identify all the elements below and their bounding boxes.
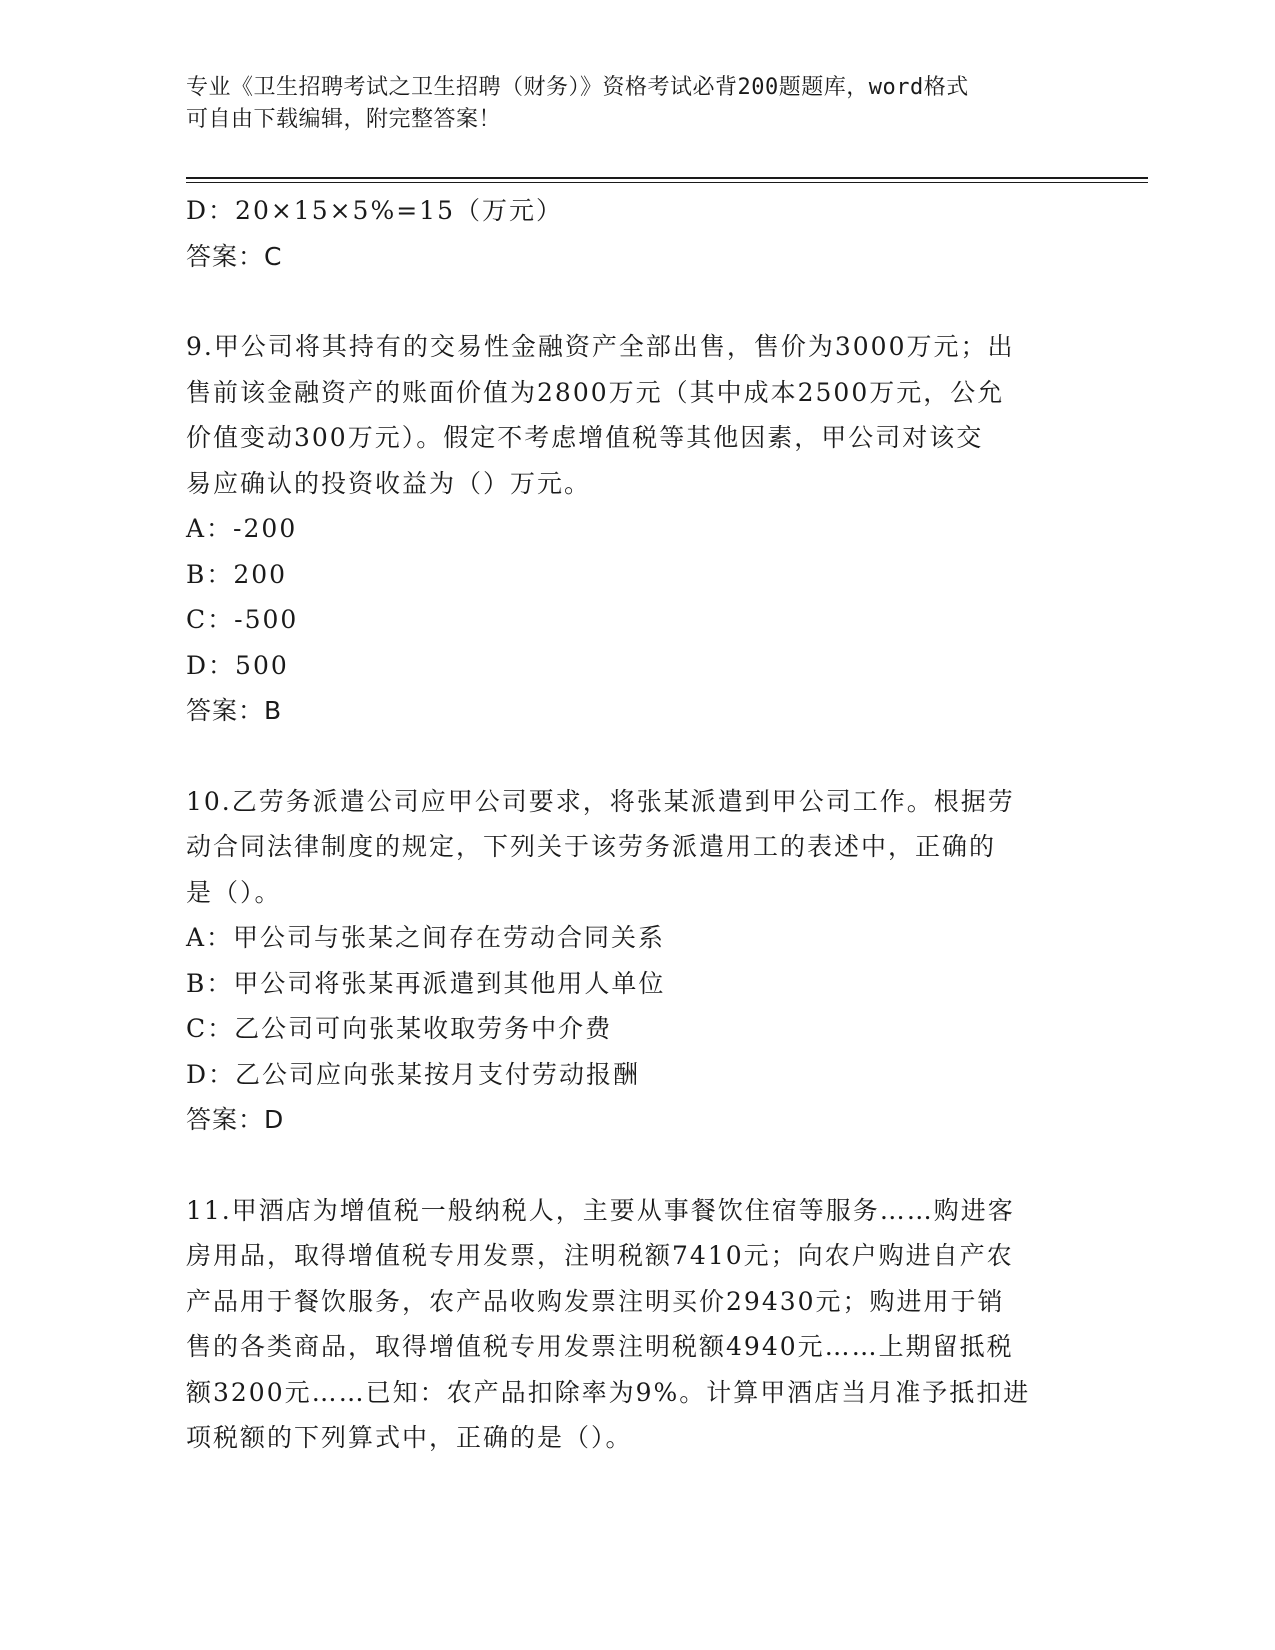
question-10-option-c: C：乙公司可向张某收取劳务中介费 (186, 1014, 613, 1043)
question-11-stem-line: 房用品，取得增值税专用发票，注明税额7410元；向农户购进自产农 (186, 1241, 1014, 1270)
header-rule-thin (186, 182, 1148, 183)
question-9-answer: 答案：B (186, 696, 283, 725)
spacer (186, 279, 1086, 324)
question-11-stem-line: 11.甲酒店为增值税一般纳税人，主要从事餐饮住宿等服务……购进客 (186, 1195, 1015, 1225)
question-9-option-b: B：200 (186, 559, 288, 589)
question-10-stem-line: 10.乙劳务派遣公司应甲公司要求，将张某派遣到甲公司工作。根据劳 (186, 786, 1015, 816)
question-11-stem-line: 售的各类商品，取得增值税专用发票注明税额4940元……上期留抵税 (186, 1332, 1014, 1361)
question-11 (186, 1188, 1086, 1461)
question-9-option-d: D：500 (186, 650, 289, 680)
question-10-stem-line: 动合同法律制度的规定，下列关于该劳务派遣用工的表述中，正确的 (186, 832, 997, 861)
question-10-option-a: A：甲公司与张某之间存在劳动合同关系 (186, 923, 666, 952)
prev-option-d: D：20×15×5%=15（万元） (186, 196, 563, 225)
spacer (186, 734, 1086, 779)
question-10-option-d: D：乙公司应向张某按月支付劳动报酬 (186, 1059, 641, 1089)
question-11-stem-line: 额3200元……已知：农产品扣除率为9%。计算甲酒店当月准予抵扣进 (186, 1377, 1031, 1407)
question-9-stem-line: 易应确认的投资收益为（）万元。 (186, 468, 592, 498)
question-content (186, 188, 1086, 1461)
question-10-answer: 答案：D (186, 1105, 285, 1134)
question-10-option-b: B：甲公司将张某再派遣到其他用人单位 (186, 968, 666, 998)
question-9-stem-line: 9.甲公司将其持有的交易性金融资产全部出售，售价为3000万元；出 (186, 332, 1015, 361)
header-line-1: 专业《卫生招聘考试之卫生招聘（财务）》资格考试必背200题题库，word格式 (186, 75, 969, 100)
question-11-stem-line: 产品用于餐饮服务，农产品收购发票注明买价29430元；购进用于销 (186, 1286, 1005, 1316)
header-rule-thick (186, 177, 1148, 179)
question-11-stem-line: 项税额的下列算式中，正确的是（）。 (186, 1423, 633, 1452)
question-9-stem-line: 价值变动300万元）。假定不考虑增值税等其他因素，甲公司对该交 (186, 423, 984, 452)
question-9-option-c: C：-500 (186, 605, 299, 634)
page-header (186, 72, 1066, 136)
header-line-2: 可自由下载编辑，附完整答案！ (186, 107, 502, 132)
spacer (186, 1143, 1086, 1188)
prev-answer: 答案：C (186, 241, 283, 271)
question-10-stem-line: 是（）。 (186, 877, 282, 907)
question-10 (186, 779, 1086, 1143)
question-9-stem-line: 售前该金融资产的账面价值为2800万元（其中成本2500万元，公允 (186, 377, 1005, 407)
question-9 (186, 324, 1086, 734)
question-9-option-a: A：-200 (186, 514, 298, 543)
